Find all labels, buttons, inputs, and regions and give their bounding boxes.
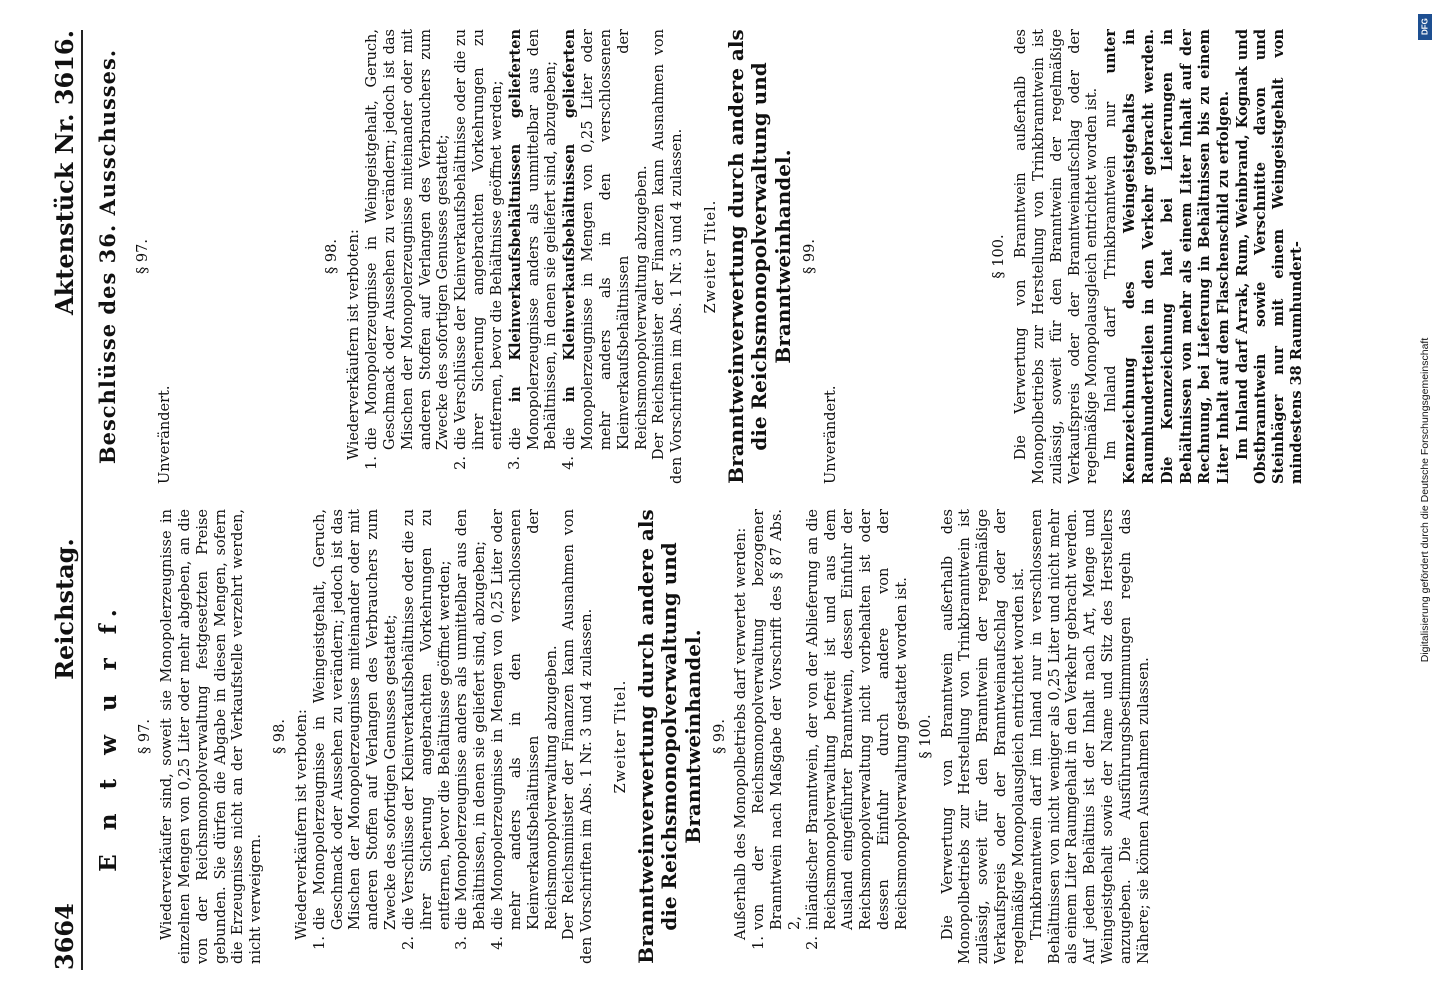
list-item (400, 509, 454, 950)
list-text: die Monopolerzeugnisse anders als unmittelbar aus den Behältnissen, in denen sie geliefert sind, abzugeben; (454, 509, 489, 930)
list-number: 1. (751, 936, 768, 950)
list-number: 3. (506, 456, 523, 470)
section-text: Wiederverkäufer sind, soweit sie Monopolerzeugnisse in einzelnen Mengen von 0,25 Liter oder mehr abgeben, an die von der Reichsmonopolverwaltung festgesetzten Preise gebunden. Sie dürfen die Abgabe in diesen Mengen, sofern die Erzeugnisse nicht an der Verkaufstelle verzehrt werden, nicht verweigern. (159, 509, 265, 964)
column-title: Beschlüsse des 36. Ausschusses. (95, 48, 120, 465)
list-item (804, 509, 912, 950)
header-rule (81, 30, 83, 970)
list-text: die Monopolerzeugnisse in Mengen von 0,25 Liter oder mehr anders als in den verschlossenen Kleinverkaufsbehältnissen der Reichsmonopolverwaltung abzugeben. (490, 509, 560, 930)
amendment-bold-text: in Kleinverkaufsbehältnissen gelieferten (506, 29, 524, 403)
list-item (751, 509, 804, 950)
section-text: Die Verwertung von Branntwein außerhalb des Monopolbetriebs zur Herstellung von Trinkbranntwein ist zulässig, soweit für den Branntwein der regelmäßige Verkaufspreis oder der Branntweinaufschlag oder der regelmäßige Monopolausgleich entrichtet worden ist. (1013, 29, 1101, 484)
list-item (311, 509, 401, 950)
section-intro: Wiederverkäufern ist verboten: (293, 709, 310, 940)
list-number: 4. (561, 456, 578, 470)
title-label: Zweiter Titel. (612, 679, 629, 794)
section-text (1102, 29, 1234, 484)
list-text: Monopolerzeugnisse anders als unmittelbar aus den Behältnissen, in denen sie geliefert sind, abzugeben; (525, 29, 560, 450)
list-item (364, 29, 453, 470)
list-text: die Monopolerzeugnisse in Weingeistgehalt, Geruch, Geschmack oder Aussehen zu verändern; jedoch ist das Mischen der Monopolerzeugnisse miteinander oder mit anderen Stoffen auf Verlangen des Verbrauchers zum Zwecke des sofortigen Genusses gestattet; (311, 509, 400, 930)
list-item (454, 509, 490, 950)
numbered-list (364, 29, 651, 484)
list-text: Monopolerzeugnisse in Mengen von 0,25 Liter oder mehr anders als in den verschlossenen Kleinverkaufsbehältnissen der Reichsmonopolverwaltung abzugeben. (580, 29, 650, 450)
list-number: 2. (400, 936, 417, 950)
section-heading: § 99. (711, 719, 728, 754)
section-text: Unverändert. (156, 385, 173, 484)
list-number: 1. (364, 456, 381, 470)
page-number: 3664 (50, 903, 79, 970)
numbered-list (751, 509, 911, 964)
amendment-bold-text: unter Kennzeichnung des Weingeistgehalts in Raumhundertteilen in den Verkehr gebracht werden. Die Kennzeichnung hat bei Lieferungen in Behältnissen von mehr als einem Liter Inhalt auf der Rechnung, bei Lieferung in Behältnissen bis zu einem Liter Inhalt auf dem Flaschenschild zu erfolgen. (1102, 29, 1233, 484)
list-item (506, 29, 561, 470)
list-text: die (562, 402, 579, 450)
list-text: von der Reichsmonopolverwaltung bezogener Branntwein nach Maßgabe der Vorschrift des § 87 Abs. 2, (751, 509, 803, 930)
section-heading: § 100. (991, 234, 1008, 279)
rotated-page-content (7, 0, 1427, 1000)
list-text: die (507, 402, 524, 450)
list-number: 1. (311, 936, 328, 950)
list-number: 3. (454, 936, 471, 950)
column-beschluesse (95, 29, 1395, 484)
list-number: 2. (453, 456, 470, 470)
header-center: Reichstag. (50, 538, 79, 680)
page-header (37, 30, 79, 970)
list-item (490, 509, 561, 950)
digitization-note (1418, 8, 1432, 992)
numbered-list (312, 509, 562, 964)
list-text: die Monopolerzeugnisse in Weingeistgehalt, Geruch, Geschmack oder Aussehen zu verändern; jedoch ist das Mischen der Monopolerzeugnisse miteinander oder mit anderen Stoffen auf Verlangen des Verbrauchers zum Zwecke des sofortigen Genusses gestattet; (364, 29, 452, 450)
section-text-part: Im Inland darf Trinkbranntwein nur (1103, 73, 1120, 460)
list-item (561, 29, 651, 470)
document-reference: Aktenstück Nr. 3616. (50, 30, 79, 315)
section-closing: Der Reichsminister der Finanzen kann Ausnahmen von den Vorschriften im Abs. 1 Nr. 3 und 4 zulassen. (651, 29, 686, 484)
list-text: die Verschlüsse der Kleinverkaufsbehältnisse oder die zu ihrer Sicherung angebrachten Vorkehrungen zu entfernen, bevor die Behältnisse geöffnet werden; (400, 509, 453, 930)
dfg-logo: DFG (1418, 14, 1432, 40)
amendment-bold-text: Im Inland darf Arrak, Rum, Weinbrand, Kognak und Obstbranntwein sowie Verschnitte davon und Steinhäger nur mit einem Weingeistgehalt von mindestens 38 Raumhundert- (1234, 29, 1305, 484)
amendment-bold-text: in Kleinverkaufsbehältnissen gelieferten (561, 29, 579, 403)
digitization-text: Digitalisierung gefördert durch die Deutsche Forschungsgemeinschaft (1419, 337, 1431, 663)
section-text: Unverändert. (823, 385, 840, 484)
section-heading: § 97. (137, 719, 154, 754)
title-label: Zweiter Titel. (703, 199, 720, 314)
section-closing: Der Reichsminister der Finanzen kann Ausnahmen von den Vorschriften im Abs. 1 Nr. 3 und 4 zulassen. (561, 509, 596, 964)
title-heading: Branntweinverwertung durch andere als die Reichsmonopolverwaltung und Branntweinhandel. (723, 29, 796, 484)
column-entwurf (95, 509, 1395, 964)
list-item (453, 29, 506, 470)
section-heading: § 97. (134, 239, 151, 274)
section-heading: § 100. (917, 714, 934, 759)
list-text: die Verschlüsse der Kleinverkaufsbehältnisse oder die zu ihrer Sicherung angebrachten Vorkehrungen zu entfernen, bevor die Behältnisse geöffnet werden; (453, 29, 505, 450)
section-heading: § 98. (324, 239, 341, 274)
section-heading: § 98. (272, 719, 289, 754)
section-intro: Wiederverkäufern ist verboten: (346, 229, 363, 460)
list-number: 2. (804, 936, 821, 950)
section-heading: § 99. (801, 239, 818, 274)
list-number: 4. (490, 936, 507, 950)
section-text: Die Verwertung von Branntwein außerhalb des Monopolbetriebs zur Herstellung von Trinkbranntwein ist zulässig, soweit für den Branntwein der regelmäßige Verkaufspreis oder der Branntweinaufschlag oder der regelmäßige Monopolausgleich entrichtet worden ist. (939, 509, 1027, 964)
section-text: Trinkbranntwein darf im Inland nur in verschlossenen Behältnissen von nicht weniger als 0,25 Liter und nicht mehr als einem Liter Raumgehalt in den Verkehr gebracht werden. Auf jedem Behältnis ist der Inhalt nach Art, Menge und Weingeistgehalt sowie der Name und Sitz des Herstellers anzugeben. Die Ausführungsbestimmungen regeln das Nähere; sie können Ausnahmen zulassen. (1028, 509, 1152, 964)
column-title: E n t w u r f. (95, 601, 122, 872)
list-text: inländischer Branntwein, der von der Ablieferung an die Reichsmonopolverwaltung befreit ist und aus dem Ausland eingeführter Branntwein, dessen Einfuhr der Reichsmonopolverwaltung nicht vorbehalten ist oder dessen Einfuhr durch andere von der Reichsmonopolverwaltung gestattet worden ist. (804, 509, 910, 930)
title-heading: Branntweinverwertung durch andere als die Reichsmonopolverwaltung und Branntweinhandel. (633, 509, 705, 964)
section-intro: Außerhalb des Monopolbetriebs darf verwertet werden: (733, 527, 750, 940)
